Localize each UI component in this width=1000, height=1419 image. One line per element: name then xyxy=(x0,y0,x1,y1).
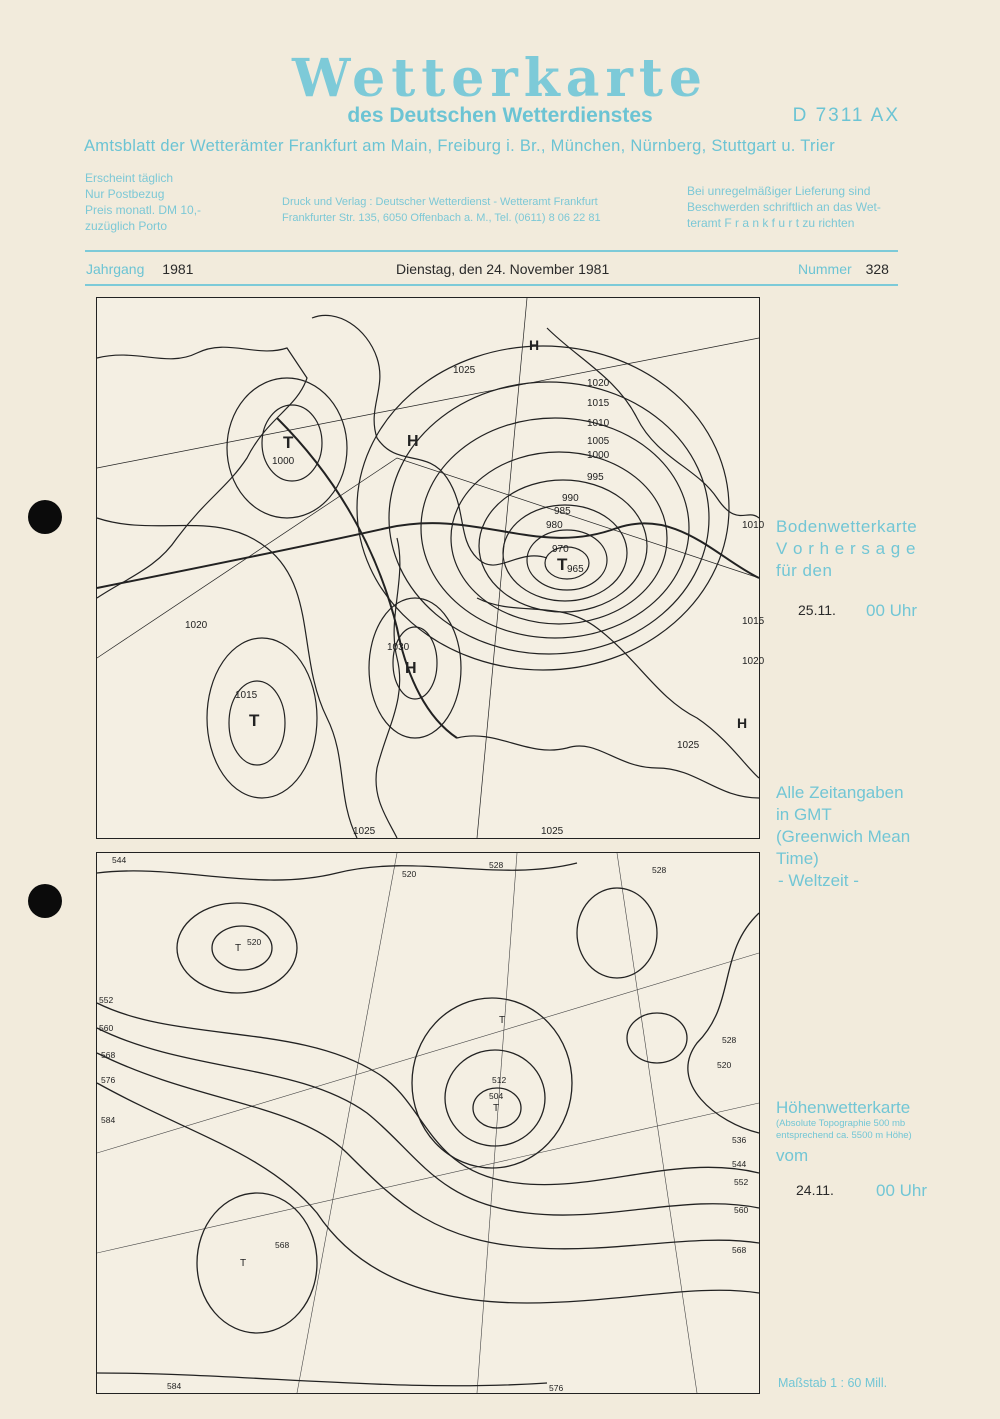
isobar-label: 985 xyxy=(554,506,571,517)
info-line: Erscheint täglich xyxy=(85,171,174,185)
contour-label: 528 xyxy=(652,865,667,875)
isobar xyxy=(97,518,357,838)
isobar-label: 1020 xyxy=(742,656,765,667)
contour-label: 520 xyxy=(402,869,417,879)
subscription-info xyxy=(85,170,201,234)
header-rule xyxy=(85,250,898,252)
complaint-info xyxy=(687,183,902,231)
map-scale: Maßstab 1 : 60 Mill. xyxy=(778,1376,888,1390)
isobar-label: 995 xyxy=(587,472,604,483)
caption-line: (Absolute Topographie 500 mb xyxy=(776,1118,906,1129)
contour-label: 552 xyxy=(734,1177,749,1187)
contour xyxy=(97,1003,759,1185)
note-line: Alle Zeitangaben xyxy=(776,783,904,802)
contour-label: 552 xyxy=(99,995,114,1005)
isobar xyxy=(207,638,317,798)
note-line: - Weltzeit - xyxy=(778,871,859,890)
low-marker: T xyxy=(249,711,260,730)
front-line xyxy=(97,523,759,588)
coastline xyxy=(457,736,759,798)
caption-line: für den xyxy=(776,561,833,580)
note-line: Time) xyxy=(776,849,819,868)
publisher-info xyxy=(282,194,601,226)
contour-label: 536 xyxy=(732,1135,747,1145)
issue-date: Dienstag, den 24. November 1981 xyxy=(396,261,610,277)
punch-hole xyxy=(28,884,62,918)
masthead-title: Wetterkarte xyxy=(292,48,708,109)
isobar-label: 1025 xyxy=(353,826,376,837)
isobar-label: 980 xyxy=(546,520,563,531)
contour-label: 512 xyxy=(492,1075,507,1085)
volume-label: Jahrgang xyxy=(86,261,145,277)
grid-line xyxy=(97,1103,759,1253)
surface-map-caption xyxy=(776,516,917,582)
upper-map-date: 24.11. xyxy=(796,1182,834,1198)
contour xyxy=(97,1028,759,1215)
info-line: Beschwerden schriftlich an das Wet- xyxy=(687,200,881,214)
latitude-line xyxy=(97,338,759,468)
info-line: Nur Postbezug xyxy=(85,187,165,201)
low-marker: T xyxy=(283,433,294,452)
info-line: Bei unregelmäßiger Lieferung sind xyxy=(687,184,871,198)
isobar-label: 1000 xyxy=(272,456,295,467)
info-line: Preis monatl. DM 10,- xyxy=(85,203,202,217)
high-marker: H xyxy=(407,433,419,450)
number-value: 328 xyxy=(865,261,889,277)
masthead-subtitle: des Deutschen Wetterdienstes xyxy=(347,104,653,127)
surface-weather-map xyxy=(96,297,765,839)
punch-hole xyxy=(28,500,62,534)
contour-label: 528 xyxy=(722,1035,737,1045)
isobar-label: 1015 xyxy=(235,690,258,701)
isobar-label: 970 xyxy=(552,544,569,555)
contour xyxy=(688,913,759,1133)
contour-label: 576 xyxy=(101,1075,116,1085)
isobar-label: 1005 xyxy=(587,436,610,447)
contour-label: 568 xyxy=(275,1240,290,1250)
isobar-label: 965 xyxy=(567,564,584,575)
time-note xyxy=(776,782,910,892)
isobar-label: 1025 xyxy=(453,365,476,376)
caption-line: Bodenwetterkarte xyxy=(776,517,918,536)
caption-line: V o r h e r s a g e xyxy=(776,539,916,558)
contour-label: 544 xyxy=(112,855,127,865)
low-marker: T xyxy=(240,1258,247,1269)
info-line: Druck und Verlag : Deutscher Wetterdienst - Wetteramt Frankfurt xyxy=(282,196,598,208)
high-marker: H xyxy=(405,660,417,677)
isobar-label: 1020 xyxy=(587,378,610,389)
upper-air-map xyxy=(96,852,760,1394)
isobar-label: 1030 xyxy=(387,642,410,653)
info-line: teramt F r a n k f u r t zu richten xyxy=(687,216,855,230)
low-marker: T xyxy=(235,943,242,954)
isobar-label: 1015 xyxy=(742,616,765,627)
surface-map-drawing xyxy=(97,298,765,838)
contour xyxy=(212,926,272,970)
contour xyxy=(577,888,657,978)
issue-number xyxy=(798,261,889,277)
upper-map-caption-end: vom xyxy=(776,1146,809,1165)
contour-label: 544 xyxy=(732,1159,747,1169)
contour-label: 560 xyxy=(99,1023,114,1033)
upper-map-drawing xyxy=(97,853,759,1393)
low-marker: T xyxy=(499,1015,506,1026)
contour-label: 584 xyxy=(101,1115,116,1125)
info-line: Frankfurter Str. 135, 6050 Offenbach a. M., Tel. (0611) 8 06 22 81 xyxy=(282,212,601,224)
isobar-label: 1025 xyxy=(677,740,700,751)
grid-line xyxy=(477,853,517,1393)
high-marker: H xyxy=(737,715,748,731)
contour-label: 504 xyxy=(489,1091,504,1101)
grid-line xyxy=(97,953,759,1153)
contour-label: 528 xyxy=(489,860,504,870)
upper-map-caption: Höhenwetterkarte xyxy=(776,1098,911,1117)
surface-map-date: 25.11. xyxy=(798,602,836,618)
isobar-label: 1000 xyxy=(587,450,610,461)
publication-code: D 7311 AX xyxy=(792,105,900,126)
isobar-label: 1015 xyxy=(587,398,610,409)
number-label: Nummer xyxy=(798,261,852,277)
grid-line xyxy=(297,853,397,1393)
contour xyxy=(97,1373,547,1386)
coastline xyxy=(376,538,400,838)
contour-label: 520 xyxy=(717,1060,732,1070)
isobar-label: 1010 xyxy=(742,520,765,531)
contour-label: 520 xyxy=(247,937,262,947)
isobar-label: 1010 xyxy=(587,418,610,429)
low-marker: T xyxy=(557,555,568,574)
contour xyxy=(97,863,577,880)
contour-label: 576 xyxy=(549,1383,564,1393)
contour xyxy=(97,1053,759,1249)
meridian-line xyxy=(477,298,527,838)
coastline xyxy=(97,347,307,598)
volume-value: 1981 xyxy=(162,261,194,277)
isobar-label: 1020 xyxy=(185,620,208,631)
isobar xyxy=(389,382,709,654)
contour xyxy=(197,1193,317,1333)
volume xyxy=(86,261,193,277)
isobar-label: 1025 xyxy=(541,826,564,837)
upper-map-time: 00 Uhr xyxy=(876,1181,928,1200)
upper-map-caption-detail xyxy=(776,1118,912,1142)
contour-label: 568 xyxy=(732,1245,747,1255)
info-line: zuzüglich Porto xyxy=(85,219,168,233)
high-marker: H xyxy=(529,337,540,353)
surface-map-time: 00 Uhr xyxy=(866,601,918,620)
contour-label: 568 xyxy=(101,1050,116,1060)
contour-label: 560 xyxy=(734,1205,749,1215)
header-rule xyxy=(85,284,898,286)
low-marker: T xyxy=(493,1103,500,1114)
note-line: in GMT xyxy=(776,805,832,824)
contour-label: 584 xyxy=(167,1381,182,1391)
isobar-label: 990 xyxy=(562,493,579,504)
contour xyxy=(627,1013,687,1063)
caption-line: entsprechend ca. 5500 m Höhe) xyxy=(776,1130,912,1141)
contour xyxy=(97,1083,759,1303)
amtsblatt-line: Amtsblatt der Wetterämter Frankfurt am Main, Freiburg i. Br., München, Nürnberg, Stuttgart u. Trier xyxy=(84,137,836,155)
note-line: (Greenwich Mean xyxy=(776,827,911,846)
